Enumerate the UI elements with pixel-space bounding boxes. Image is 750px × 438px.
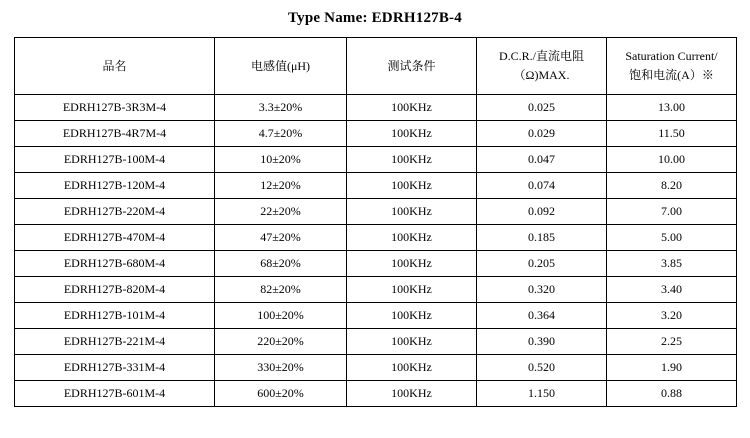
cell-inductance: 68±20% (215, 251, 347, 277)
page-title: Type Name: EDRH127B-4 (288, 10, 462, 26)
table-row (15, 121, 737, 147)
cell-dcr: 0.205 (477, 251, 607, 277)
column-header-saturation-current (607, 38, 737, 95)
cell-dcr: 1.150 (477, 381, 607, 407)
cell-test-condition: 100KHz (347, 381, 477, 407)
cell-part-number: EDRH127B-4R7M-4 (15, 121, 215, 147)
cell-test-condition: 100KHz (347, 277, 477, 303)
column-header-inductance-line1: 电感值(μH) (250, 58, 311, 73)
cell-part-number: EDRH127B-331M-4 (15, 355, 215, 381)
table-header (15, 38, 737, 95)
cell-part-number: EDRH127B-3R3M-4 (15, 95, 215, 121)
column-header-dcr (477, 38, 607, 95)
cell-part-number: EDRH127B-221M-4 (15, 329, 215, 355)
column-header-part-number-line1: 品名 (102, 58, 127, 73)
cell-test-condition: 100KHz (347, 173, 477, 199)
table-header-row (15, 38, 737, 95)
cell-dcr: 0.092 (477, 199, 607, 225)
cell-dcr: 0.074 (477, 173, 607, 199)
cell-dcr: 0.029 (477, 121, 607, 147)
table-row (15, 199, 737, 225)
column-header-test-condition-line1: 测试条件 (387, 58, 436, 73)
specification-table (14, 37, 737, 407)
cell-test-condition: 100KHz (347, 303, 477, 329)
spec-table-container (0, 37, 750, 407)
column-header-dcr-line1: D.C.R./直流电阻 (498, 49, 584, 64)
cell-dcr: 0.520 (477, 355, 607, 381)
cell-saturation-current: 0.88 (607, 381, 737, 407)
cell-part-number: EDRH127B-100M-4 (15, 147, 215, 173)
cell-saturation-current: 3.85 (607, 251, 737, 277)
column-header-dcr-line2: （Ω)MAX. (513, 68, 570, 82)
cell-saturation-current: 5.00 (607, 225, 737, 251)
table-row (15, 147, 737, 173)
column-header-saturation-current-line1: Saturation Current/ (625, 49, 718, 64)
cell-dcr: 0.185 (477, 225, 607, 251)
cell-part-number: EDRH127B-680M-4 (15, 251, 215, 277)
cell-saturation-current: 3.20 (607, 303, 737, 329)
cell-part-number: EDRH127B-601M-4 (15, 381, 215, 407)
cell-inductance: 22±20% (215, 199, 347, 225)
table-row (15, 303, 737, 329)
column-header-saturation-current-line2: 饱和电流(A）※ (629, 68, 714, 82)
cell-test-condition: 100KHz (347, 147, 477, 173)
cell-dcr: 0.047 (477, 147, 607, 173)
cell-part-number: EDRH127B-220M-4 (15, 199, 215, 225)
cell-dcr: 0.025 (477, 95, 607, 121)
table-row (15, 381, 737, 407)
cell-saturation-current: 3.40 (607, 277, 737, 303)
cell-test-condition: 100KHz (347, 225, 477, 251)
cell-test-condition: 100KHz (347, 329, 477, 355)
table-row (15, 329, 737, 355)
cell-part-number: EDRH127B-101M-4 (15, 303, 215, 329)
table-row (15, 277, 737, 303)
cell-dcr: 0.390 (477, 329, 607, 355)
cell-dcr: 0.364 (477, 303, 607, 329)
cell-saturation-current: 8.20 (607, 173, 737, 199)
cell-inductance: 12±20% (215, 173, 347, 199)
cell-part-number: EDRH127B-820M-4 (15, 277, 215, 303)
cell-inductance: 82±20% (215, 277, 347, 303)
column-header-part-number (15, 38, 215, 95)
cell-test-condition: 100KHz (347, 95, 477, 121)
cell-inductance: 330±20% (215, 355, 347, 381)
cell-inductance: 220±20% (215, 329, 347, 355)
cell-inductance: 10±20% (215, 147, 347, 173)
cell-saturation-current: 7.00 (607, 199, 737, 225)
cell-inductance: 4.7±20% (215, 121, 347, 147)
column-header-test-condition (347, 38, 477, 95)
cell-inductance: 100±20% (215, 303, 347, 329)
cell-part-number: EDRH127B-470M-4 (15, 225, 215, 251)
cell-test-condition: 100KHz (347, 121, 477, 147)
cell-saturation-current: 10.00 (607, 147, 737, 173)
cell-inductance: 47±20% (215, 225, 347, 251)
table-row (15, 355, 737, 381)
cell-inductance: 3.3±20% (215, 95, 347, 121)
cell-saturation-current: 11.50 (607, 121, 737, 147)
cell-test-condition: 100KHz (347, 251, 477, 277)
cell-dcr: 0.320 (477, 277, 607, 303)
cell-saturation-current: 1.90 (607, 355, 737, 381)
table-row (15, 225, 737, 251)
cell-part-number: EDRH127B-120M-4 (15, 173, 215, 199)
cell-inductance: 600±20% (215, 381, 347, 407)
table-row (15, 95, 737, 121)
cell-saturation-current: 13.00 (607, 95, 737, 121)
cell-test-condition: 100KHz (347, 355, 477, 381)
cell-saturation-current: 2.25 (607, 329, 737, 355)
cell-test-condition: 100KHz (347, 199, 477, 225)
column-header-inductance (215, 38, 347, 95)
table-row (15, 251, 737, 277)
table-body (15, 95, 737, 407)
table-row (15, 173, 737, 199)
